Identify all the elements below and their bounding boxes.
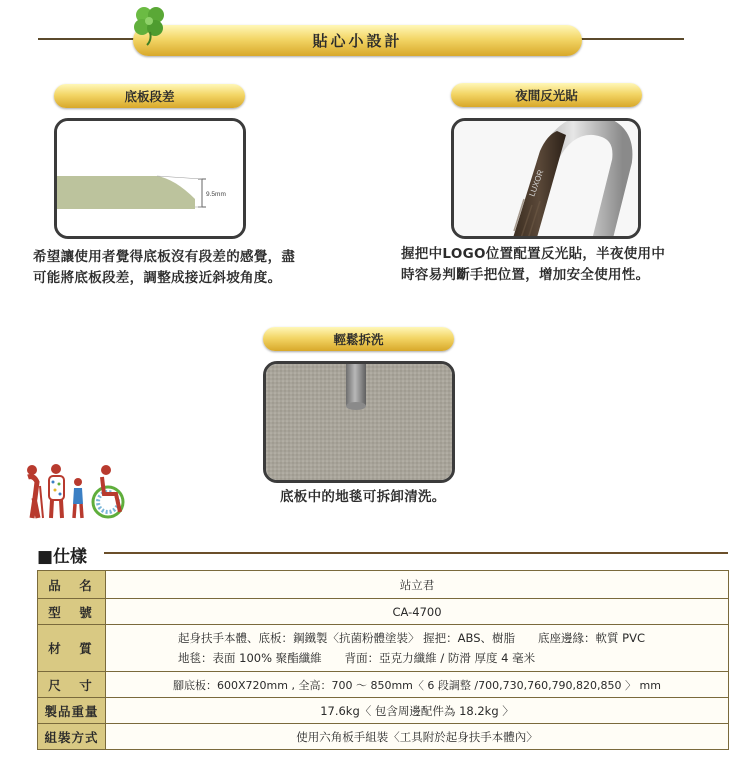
feature-floor-title: 底板段差 [54, 84, 245, 108]
table-row [38, 724, 729, 750]
luxor-logo: LUXOR [527, 168, 546, 198]
spec-heading: ■仕樣 [37, 547, 88, 567]
feature-reflector-title: 夜間反光貼 [451, 83, 642, 107]
feature-floor-caption: 希望讓使用者覺得底板沒有段差的感覺，盡 可能將底板段差，調整成接近斜坡角度。 [33, 249, 296, 286]
carpet-photo [266, 364, 452, 480]
table-row [38, 672, 729, 698]
feature-reflector-caption: 握把中LOGO位置配置反光貼，半夜使用中 時容易判斷手把位置，增加安全使用性。 [401, 246, 666, 283]
spec-table [37, 570, 729, 750]
spec-value: 起身扶手本體、底板：鋼鐵製〈抗菌粉體塗裝〉 握把：ABS、樹脂 底座邊緣：軟質 PVC 地毯：表面 100% 聚酯纖維 背面：亞克力纖維 / 防滑 厚度 4 毫米 [106, 625, 729, 672]
feature-wash-caption: 底板中的地毯可拆卸清洗。 [280, 489, 446, 505]
spec-label: 品 名 [38, 571, 106, 599]
feature-wash-image [263, 361, 455, 483]
header-banner [133, 25, 582, 56]
spec-divider [104, 552, 728, 554]
clover-icon [128, 2, 172, 46]
spec-label: 尺 寸 [38, 672, 106, 698]
feature-wash-title: 輕鬆拆洗 [263, 327, 454, 351]
spec-label: 製品重量 [38, 698, 106, 724]
feature-reflector-image [451, 118, 641, 239]
spec-label: 材 質 [38, 625, 106, 672]
spec-value: 腳底板：600X720mm , 全高：700 ～ 850mm〈 6 段調整 /700,730,760,790,820,850 〉 mm [106, 672, 729, 698]
step-height-label: 9.5mm [206, 191, 226, 198]
spec-label: 型 號 [38, 599, 106, 625]
feature-floor-image [54, 118, 246, 239]
spec-value: 使用六角板手組裝〈工具附於起身扶手本體內〉 [106, 724, 729, 750]
page-title: 貼心小設計 [312, 32, 403, 50]
spec-value: 17.6kg〈 包含周邊配件為 18.2kg 〉 [106, 698, 729, 724]
table-row [38, 571, 729, 599]
people-universal-icon [22, 460, 132, 520]
table-row [38, 698, 729, 724]
spec-value: CA-4700 [106, 599, 729, 625]
table-row [38, 599, 729, 625]
spec-label: 組裝方式 [38, 724, 106, 750]
handle-photo [454, 121, 638, 236]
table-row [38, 625, 729, 672]
floor-step-diagram [57, 121, 243, 236]
spec-value: 站立君 [106, 571, 729, 599]
